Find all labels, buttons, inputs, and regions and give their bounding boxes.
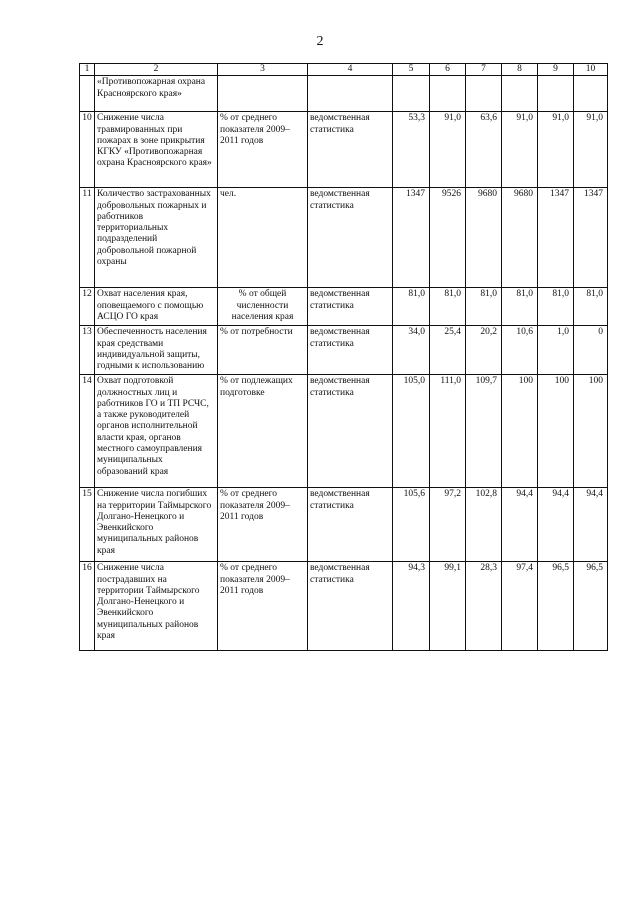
row-number: 12: [80, 288, 95, 326]
value-cell: 91,0: [502, 112, 538, 188]
source-cell: ведомственная статистика: [308, 326, 393, 375]
unit-cell: % от общей численности населения края: [218, 288, 308, 326]
row-number: 13: [80, 326, 95, 375]
unit-cell: % от потребности: [218, 326, 308, 375]
value-cell: 97,2: [430, 488, 466, 562]
value-cell: 97,4: [502, 562, 538, 651]
indicator-name: Количество застрахованных добровольных пожарных и работников территориальных подразделений добровольной пожарной охраны: [95, 188, 218, 288]
column-header-row: [80, 64, 608, 76]
table-row: [80, 188, 608, 288]
column-header: 10: [574, 64, 608, 76]
table-row: [80, 112, 608, 188]
column-header: 6: [430, 64, 466, 76]
indicator-name: Охват подготовкой должностных лиц и работников ГО и ТП РСЧС, а также руководителей органов исполнительной власти края, органов местного самоуправления муниципальных образований края: [95, 375, 218, 488]
value-cell: 100: [574, 375, 608, 488]
value-cell: 9680: [466, 188, 502, 288]
value-cell: 94,4: [574, 488, 608, 562]
indicator-name: Снижение числа травмированных при пожарах в зоне прикрытия КГКУ «Противопожарная охрана Красноярского края»: [95, 112, 218, 188]
continuation-row: [80, 76, 608, 112]
column-header: 4: [308, 64, 393, 76]
value-cell: 81,0: [393, 288, 430, 326]
table-row: [80, 488, 608, 562]
value-cell: 81,0: [466, 288, 502, 326]
value-cell: 94,3: [393, 562, 430, 651]
indicator-name: Охват населения края, оповещаемого с помощью АСЦО ГО края: [95, 288, 218, 326]
value-cell: 0: [574, 326, 608, 375]
value-cell: 81,0: [430, 288, 466, 326]
value-cell: 102,8: [466, 488, 502, 562]
value-cell: 1347: [393, 188, 430, 288]
source-cell: ведомственная статистика: [308, 188, 393, 288]
source-cell: ведомственная статистика: [308, 562, 393, 651]
value-cell: 91,0: [574, 112, 608, 188]
row-number: 14: [80, 375, 95, 488]
value-cell: 28,3: [466, 562, 502, 651]
source-cell: ведомственная статистика: [308, 112, 393, 188]
table-row: [80, 288, 608, 326]
column-header: 9: [538, 64, 574, 76]
row-number: 11: [80, 188, 95, 288]
value-cell: 96,5: [538, 562, 574, 651]
value-cell: 63,6: [466, 112, 502, 188]
unit-cell: % от подлежащих подготовке: [218, 375, 308, 488]
column-header: 3: [218, 64, 308, 76]
value-cell: 1,0: [538, 326, 574, 375]
indicators-table: [79, 63, 608, 651]
row-number: 10: [80, 112, 95, 188]
unit-cell: % от среднего показателя 2009–2011 годов: [218, 112, 308, 188]
value-cell: 100: [502, 375, 538, 488]
source-cell: ведомственная статистика: [308, 375, 393, 488]
value-cell: 94,4: [502, 488, 538, 562]
value-cell: 53,3: [393, 112, 430, 188]
value-cell: 25,4: [430, 326, 466, 375]
indicator-name: Обеспеченность населения края средствами индивидуальной защиты, годными к использованию: [95, 326, 218, 375]
source-cell: ведомственная статистика: [308, 488, 393, 562]
value-cell: 20,2: [466, 326, 502, 375]
value-cell: 99,1: [430, 562, 466, 651]
value-cell: 105,0: [393, 375, 430, 488]
column-header: 1: [80, 64, 95, 76]
column-header: 7: [466, 64, 502, 76]
value-cell: 91,0: [538, 112, 574, 188]
table-row: [80, 562, 608, 651]
table-row: [80, 326, 608, 375]
value-cell: 9680: [502, 188, 538, 288]
unit-cell: % от среднего показателя 2009–2011 годов: [218, 562, 308, 651]
value-cell: 100: [538, 375, 574, 488]
value-cell: 94,4: [538, 488, 574, 562]
unit-cell: % от среднего показателя 2009–2011 годов: [218, 488, 308, 562]
column-header: 5: [393, 64, 430, 76]
unit-cell: чел.: [218, 188, 308, 288]
indicator-name: Снижение числа погибших на территории Таймырского Долгано-Ненецкого и Эвенкийского муниципальных районов края: [95, 488, 218, 562]
page-number: 2: [316, 34, 324, 49]
row-number: 15: [80, 488, 95, 562]
value-cell: 1347: [538, 188, 574, 288]
continuation-text: «Противопожарная охрана Красноярского края»: [95, 76, 218, 112]
value-cell: 111,0: [430, 375, 466, 488]
column-header: 8: [502, 64, 538, 76]
source-cell: ведомственная статистика: [308, 288, 393, 326]
value-cell: 81,0: [502, 288, 538, 326]
table-row: [80, 375, 608, 488]
value-cell: 81,0: [538, 288, 574, 326]
value-cell: 1347: [574, 188, 608, 288]
value-cell: 10,6: [502, 326, 538, 375]
value-cell: 34,0: [393, 326, 430, 375]
indicator-name: Снижение числа пострадавших на территории Таймырского Долгано-Ненецкого и Эвенкийского муниципальных районов края: [95, 562, 218, 651]
value-cell: 9526: [430, 188, 466, 288]
value-cell: 109,7: [466, 375, 502, 488]
value-cell: 81,0: [574, 288, 608, 326]
value-cell: 96,5: [574, 562, 608, 651]
value-cell: 105,6: [393, 488, 430, 562]
row-number: 16: [80, 562, 95, 651]
column-header: 2: [95, 64, 218, 76]
value-cell: 91,0: [430, 112, 466, 188]
